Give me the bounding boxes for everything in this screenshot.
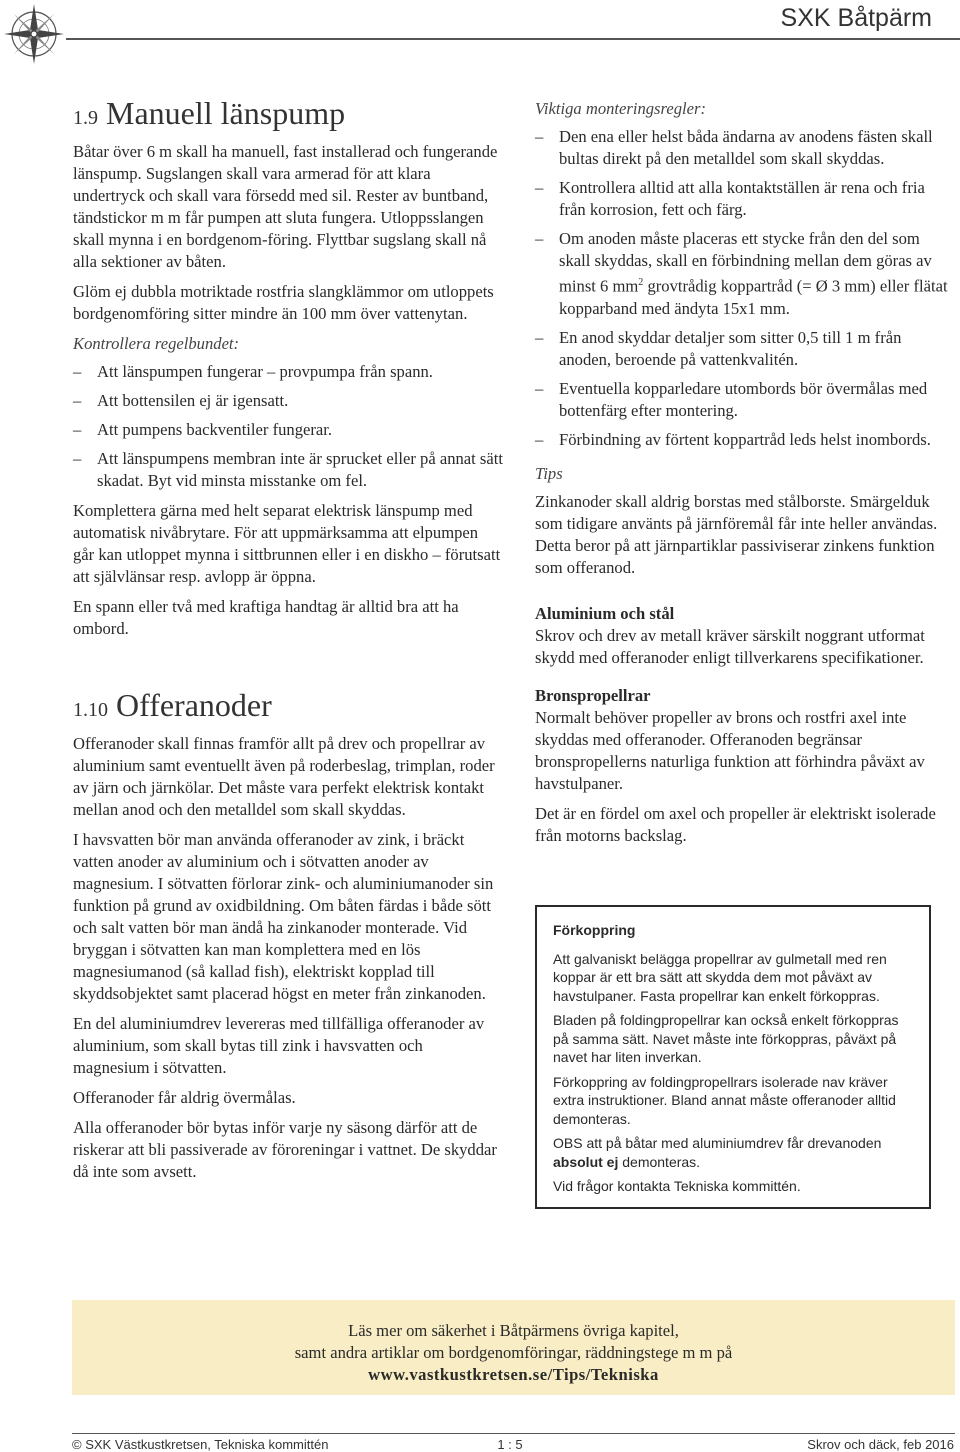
footer-copyright: © SXK Västkustkretsen, Tekniska kommittén <box>72 1437 329 1452</box>
footer-section: Skrov och däck, feb 2016 <box>807 1437 954 1452</box>
box-paragraph: Vid frågor kontakta Tekniska kommittén. <box>553 1178 801 1194</box>
box-paragraph: Att galvaniskt belägga propellrar av gulmetall med ren koppar är ett bra sätt att skydda dem mot påväxt av havstulpaner. Fasta propellrar kan enkelt förkoppras. <box>553 950 887 1004</box>
paragraph: I havsvatten bör man använda offeranoder av zink, i bräckt vatten anoder av aluminium och i sötvatten anoder av magnesium. I sötvatten förlorar zink- och aluminiumanoder sin funktion på grund av oxidbildning. Om båten färdas i både sött och salt vatten bör man ändå ha zinkanoder monterade. Vid bryggan i sötvatten kan man komplettera med en lös magnesiumanod (så kallad fish), elektriskt kopplad till skyddsobjektet samt placerad högst en meter från zinkanoden. <box>73 830 494 1003</box>
list-item: – Förbindning av förtent koppartråd leds helst inombords. <box>535 429 955 451</box>
list-item-text: Om anoden måste placeras ett stycke från den del som skall skyddas, skall en förbindning mellan dem göras av minst 6 mm <box>559 229 932 296</box>
page-number: 1 : 5 <box>497 1437 523 1452</box>
box-paragraph: Bladen på foldingpropellrar kan också enkelt förkoppras på samma sätt. Navet måste inte förkoppras, påväxt på navet har liten inverkan. <box>553 1012 899 1065</box>
list-item-text: grovtrådig koppartråd (= Ø 3 mm) eller flätat kopparband med ändyta 15x1 mm. <box>559 276 948 318</box>
list-item: – Att länspumpens membran inte är sprucket eller på annat sätt skadat. Byt vid minsta misstanke om fel. <box>73 448 503 492</box>
bronze-text-2: Det är en fördel om axel och propeller är elektriskt isolerade från motorns backslag. <box>535 803 936 845</box>
list-item: – Att bottensilen ej är igensatt. <box>73 390 503 412</box>
check-list <box>73 361 503 492</box>
bronze-heading: Bronspropellrar <box>535 685 651 705</box>
section-number: 1.9 <box>73 107 98 129</box>
paragraph: Offeranoder skall finnas framför allt på drev och propellrar av aluminium samt eventuellt även på roderbeslag, trimplan, roder av järn och järnkölar. Det måste vara perfekt elektrisk kontakt mellan anod och den metalldel som skall skyddas. <box>73 734 495 819</box>
list-item: – Att länspumpen fungerar – provpumpa från spann. <box>73 361 503 383</box>
box-paragraph: Förkoppring av foldingpropellrars isolerade nav kräver extra instruktioner. Bland annat måste offeranoder alltid demonteras. <box>553 1073 896 1127</box>
intro-paragraph: Båtar över 6 m skall ha manuell, fast installerad och fungerande länspump. Sugslangen skall vara armerad för att klara undertryck och skall vara försedd med sil. Rester av buntband, tändstickor m m får pumpen att sluta fungera. Utloppsslangen skall mynna i en bordgenom-föring. Flyttbar sugslang skall nå alla sektioner av båten. <box>73 142 498 271</box>
paragraph: Alla offeranoder bör bytas inför varje ny säsong därför att de riskerar att bli passiverade av föroreningar i vattnet. De skyddar då inte som avsett. <box>73 1118 497 1181</box>
footer-rule <box>72 1433 955 1434</box>
banner-line: Läs mer om säkerhet i Båtpärmens övriga kapitel, <box>348 1321 679 1340</box>
list-item: – Kontrollera alltid att alla kontaktställen är rena och fria från korrosion, fett och färg. <box>535 177 955 221</box>
aluminium-text: Skrov och drev av metall kräver särskilt noggrant utformat skydd med offeranoder enligt tillverkarens specifikationer. <box>535 625 925 667</box>
superscript: 2 <box>638 277 644 288</box>
tips-text: Zinkanoder skall aldrig borstas med stålborste. Smärgelduk som tidigare använts på järnföremål får inte heller användas. Detta beror på att järnpartiklar passiviserar zinkens funktion som offeranod. <box>535 491 938 577</box>
mounting-list <box>535 126 955 451</box>
document-title: SXK Båtpärm <box>780 4 932 32</box>
box-text: OBS att på båtar med aluminiumdrev får drevanoden <box>553 1135 882 1151</box>
list-item <box>535 228 955 320</box>
list-item: – Den ena eller helst båda ändarna av anodens fästen skall bultas direkt på den metalldel som skall skyddas. <box>535 126 955 170</box>
section-title: Manuell länspump <box>106 95 346 131</box>
section-title: Offeranoder <box>116 687 272 723</box>
list-item: – En anod skyddar detaljer som sitter 0,5 till 1 m från anoden, beroende på vattenkvalitén. <box>535 327 955 371</box>
list-item: – Att pumpens backventiler fungerar. <box>73 419 503 441</box>
compass-rose-logo <box>2 2 66 66</box>
check-heading: Kontrollera regelbundet: <box>73 334 240 353</box>
paragraph: Komplettera gärna med helt separat elektrisk länspump med automatisk nivåbrytare. För att uppmärksamma att elpumpen går kan utloppet mynna i sittbrunnen eller i en diskho – förutsatt att självlänsar resp. avlopp är öppna. <box>73 501 501 586</box>
list-item: – Eventuella kopparledare utombords bör övermålas med bottenfärg efter montering. <box>535 378 955 422</box>
left-column <box>73 94 503 1191</box>
bronze-text: Normalt behöver propeller av brons och rostfri axel inte skyddas med offeranoder. Offeranoden begränsar bronspropellerns naturliga funktion att förhindra påväxt av havstulpaner. <box>535 707 925 793</box>
paragraph: Glöm ej dubbla motriktade rostfria slangklämmor om utloppets bordgenomföring sitter mindre än 100 mm över vattenytan. <box>73 282 494 323</box>
section-heading-manuell-lanspump <box>73 94 503 137</box>
box-paragraph <box>553 1134 913 1171</box>
paragraph: Offeranoder får aldrig övermålas. <box>73 1088 296 1107</box>
mounting-heading: Viktiga monteringsregler: <box>535 99 706 118</box>
header-rule <box>66 38 960 40</box>
right-column <box>535 98 955 855</box>
section-number: 1.10 <box>73 699 108 721</box>
banner-link[interactable]: www.vastkustkretsen.se/Tips/Tekniska <box>368 1365 659 1384</box>
section-heading-offeranoder <box>73 686 503 729</box>
banner-line: samt andra artiklar om bordgenomföringar, räddningstege m m på <box>294 1343 733 1362</box>
tips-heading: Tips <box>535 463 563 483</box>
paragraph: En del aluminiumdrev levereras med tillfälliga offeranoder av aluminium, som skall bytas till zink i havsvatten och magnesium i sötvatten. <box>73 1014 485 1077</box>
info-banner <box>72 1300 955 1395</box>
box-bold-text: absolut ej <box>553 1153 619 1170</box>
aluminium-heading: Aluminium och stål <box>535 603 675 623</box>
forkoppring-box <box>535 905 931 1209</box>
paragraph: En spann eller två med kraftiga handtag är alltid bra att ha ombord. <box>73 597 459 638</box>
box-title: Förkoppring <box>553 922 636 938</box>
box-text: demonteras. <box>618 1153 701 1170</box>
